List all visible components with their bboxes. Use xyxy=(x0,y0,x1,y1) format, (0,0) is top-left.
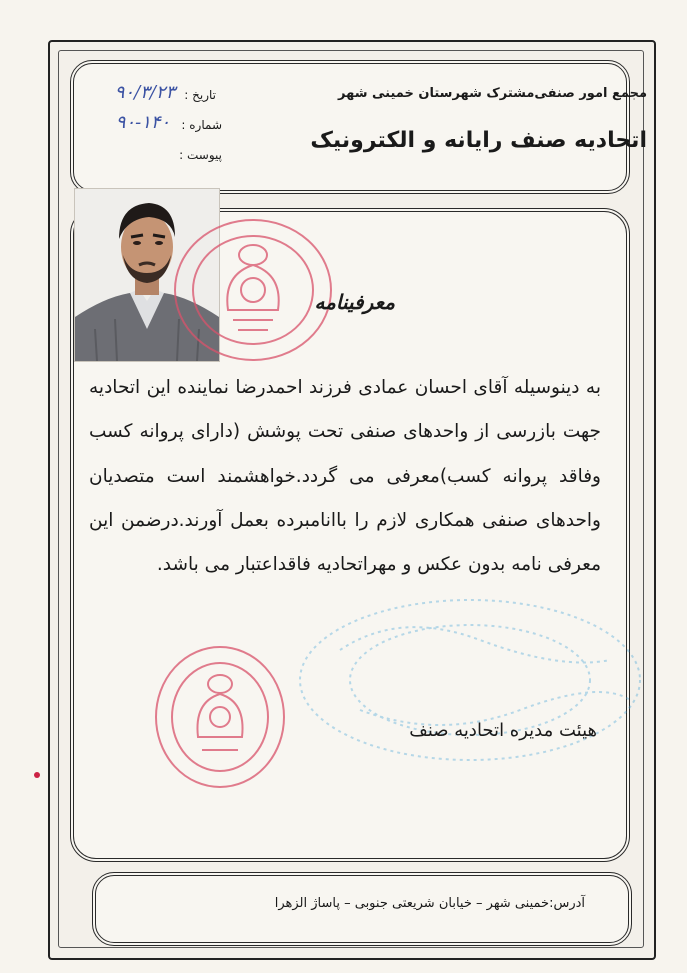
number-value: ۹۰-۱۴۰ xyxy=(115,112,171,133)
union-seal-top xyxy=(168,215,338,365)
date-label: تاریخ : xyxy=(184,88,216,102)
document-title: معرفینامه xyxy=(314,290,395,314)
blue-stamp-mark xyxy=(280,580,660,780)
letter-body: به دینوسیله آقای احسان عمادی فرزند احمدرضا نماینده این اتحادیه جهت بازرسی از واحدهای صنفی تحت پوشش (دارای پروانه کسب وفاقد پروانه کسب)معرفی می گردد.خواهشمند است متصدیان واحدهای صنفی همکاری لازم را باانامبرده بعمل آورند.درضمن این معرفی نامه بدون عکس و مهراتحادیه فاقداعتبار می باشد. xyxy=(89,377,601,576)
organization-name: مجمع امور صنفی‌مشترک شهرستان خمینی شهر xyxy=(338,86,647,101)
union-seal-bottom xyxy=(150,642,290,792)
union-title: اتحادیه صنف رایانه و الکترونیک xyxy=(310,128,647,153)
date-value: ۹۰/۳/۲۳ xyxy=(114,82,176,103)
ink-spot xyxy=(34,772,40,778)
attachment-label: پیوست : xyxy=(179,148,222,162)
signature-line: هیئت مدیره اتحادیه صنف xyxy=(409,720,597,741)
number-label: شماره : xyxy=(181,118,222,132)
footer-address: آدرس:خمینی شهر – خیابان شریعتی جنوبی – پاساژ الزهرا xyxy=(274,896,585,911)
